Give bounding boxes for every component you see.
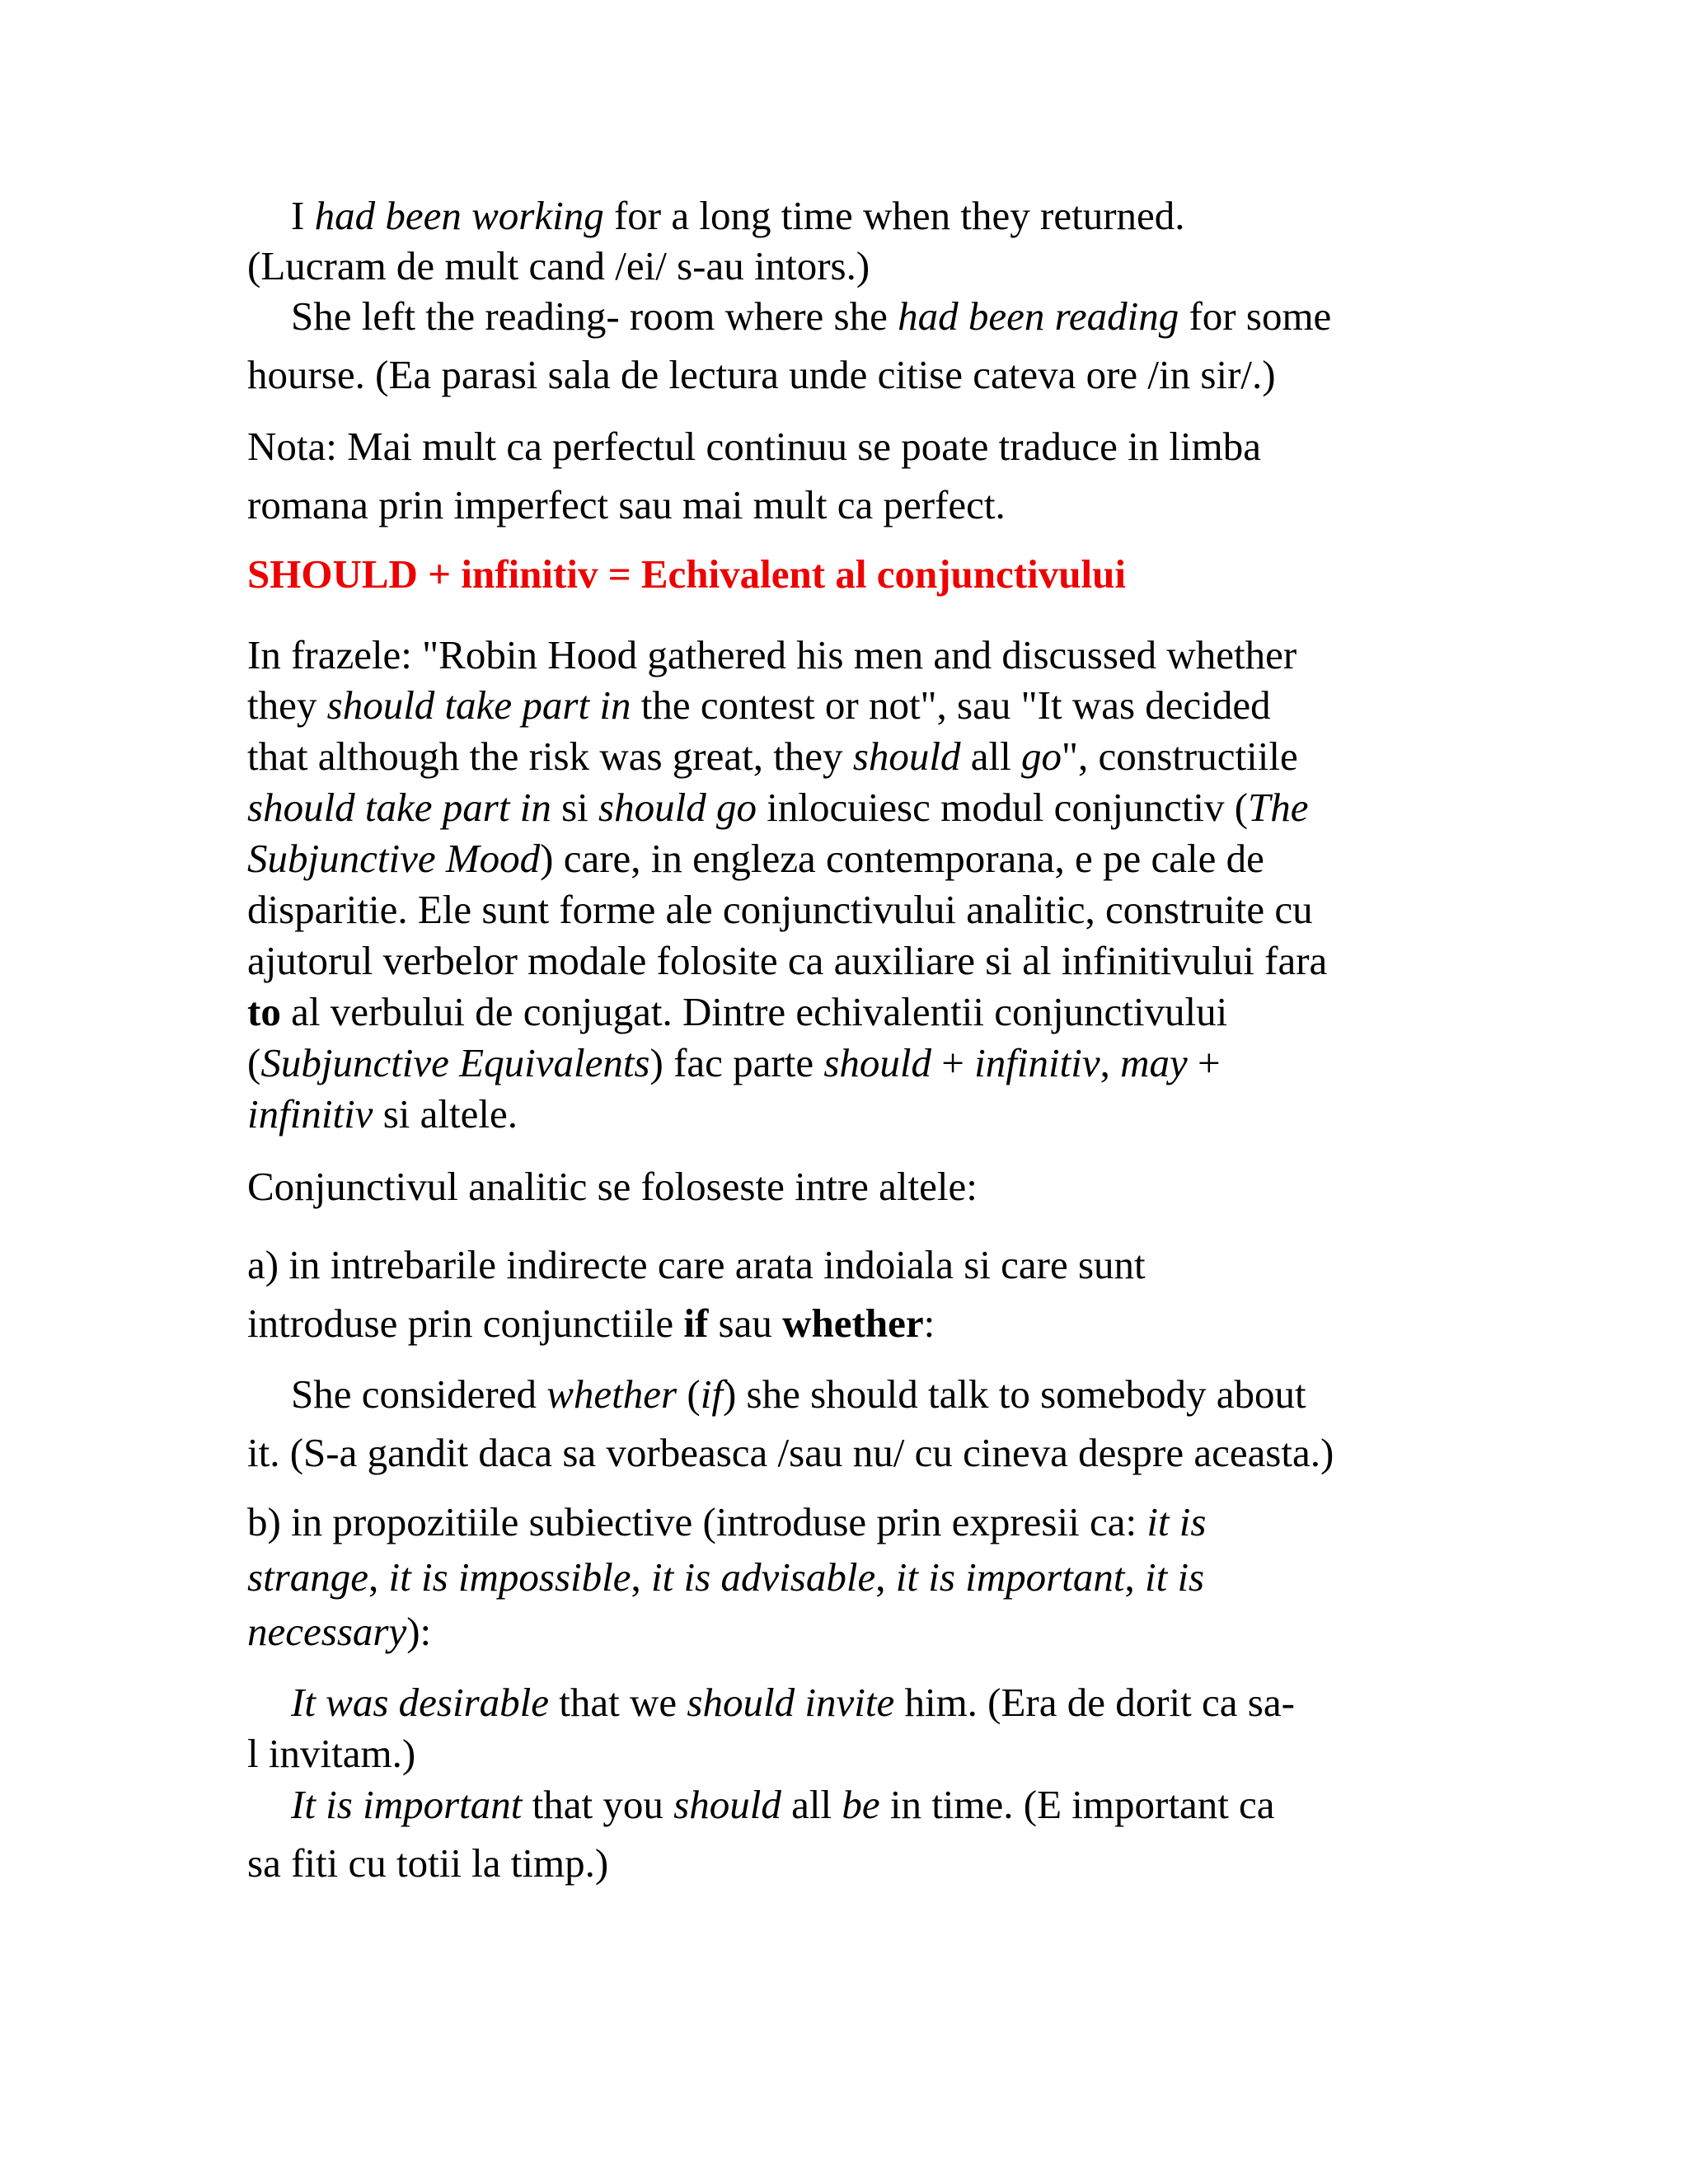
text-line: to al verbului de conjugat. Dintre echivalentii conjunctivului <box>247 989 1228 1034</box>
text-line: Conjunctivul analitic se foloseste intre altele: <box>247 1164 978 1209</box>
text-line: disparitie. Ele sunt forme ale conjunctivului analitic, construite cu <box>247 887 1313 932</box>
section-heading: SHOULD + infinitiv = Echivalent al conjunctivului <box>247 551 1126 597</box>
text-line: that although the risk was great, they should all go", constructiile <box>247 733 1298 779</box>
text-line: l invitam.) <box>247 1731 416 1776</box>
text-line: b) in propozitiile subiective (introduse prin expresii ca: it is <box>247 1499 1207 1544</box>
text-line: ajutorul verbelor modale folosite ca auxiliare si al infinitivului fara <box>247 938 1328 983</box>
text-line: strange, it is impossible, it is advisable, it is important, it is <box>247 1554 1205 1600</box>
text-line: (Lucram de mult cand /ei/ s-au intors.) <box>247 243 870 288</box>
text-line: it. (S-a gandit daca sa vorbeasca /sau nu/ cu cineva despre aceasta.) <box>247 1430 1334 1475</box>
text-line: It was desirable that we should invite him. (Era de dorit ca sa- <box>291 1680 1295 1725</box>
text-line: a) in intrebarile indirecte care arata indoiala si care sunt <box>247 1242 1146 1287</box>
text-line: In frazele: "Robin Hood gathered his men and discussed whether <box>247 632 1297 677</box>
text-line: should take part in si should go inlocuiesc modul conjunctiv (The <box>247 785 1309 830</box>
text-line: Subjunctive Mood) care, in engleza contemporana, e pe cale de <box>247 836 1264 881</box>
text-line: She left the reading- room where she had been reading for some <box>291 293 1332 339</box>
text-line: I had been working for a long time when they returned. <box>291 193 1185 238</box>
text-line: romana prin imperfect sau mai mult ca perfect. <box>247 482 1006 527</box>
text-line: necessary): <box>247 1609 432 1654</box>
text-line: She considered whether (if) she should talk to somebody about <box>291 1371 1306 1417</box>
text-line: they should take part in the contest or not", sau "It was decided <box>247 682 1271 728</box>
text-line: It is important that you should all be in time. (E important ca <box>291 1782 1275 1827</box>
text-line: introduse prin conjunctiile if sau whether: <box>247 1301 935 1346</box>
text-line: Nota: Mai mult ca perfectul continuu se poate traduce in limba <box>247 424 1262 469</box>
text-line: infinitiv si altele. <box>247 1091 518 1137</box>
text-line: hourse. (Ea parasi sala de lectura unde citise cateva ore /in sir/.) <box>247 352 1276 397</box>
text-line: (Subjunctive Equivalents) fac parte should + infinitiv, may + <box>247 1040 1221 1085</box>
text-line: sa fiti cu totii la timp.) <box>247 1840 609 1886</box>
